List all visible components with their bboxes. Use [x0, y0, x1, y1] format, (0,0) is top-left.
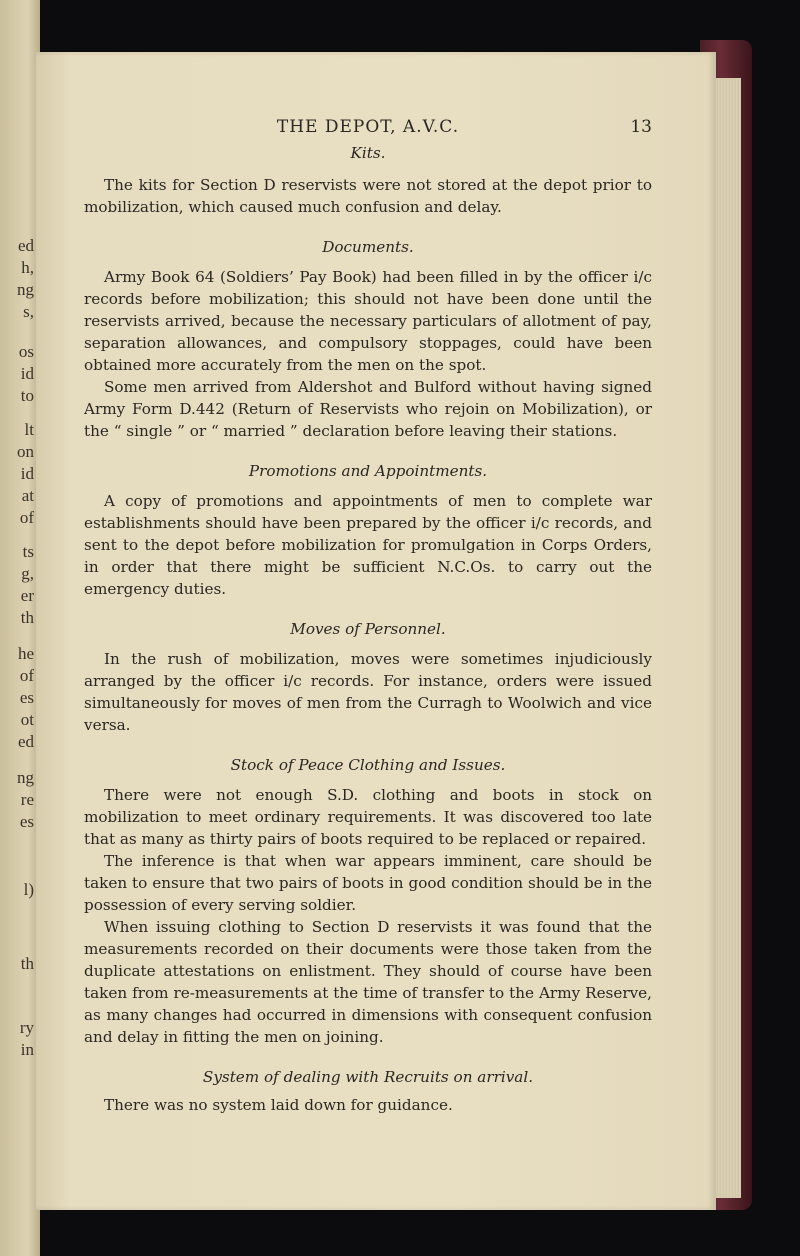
paragraph: Army Book 64 (Soldiers’ Pay Book) had been filled in by the officer i/c records before mobilization; this should not have been done until the reservists arrived, because the necessary particulars of allotment of pay, separation allowances, and compulsory stoppages, could have been obtained more accurately from the men on the spot. — [84, 268, 652, 374]
left-page-fragment: l) — [23, 880, 34, 899]
left-page-fragment: es — [19, 688, 34, 707]
left-page-fragment: h, — [21, 258, 34, 277]
paragraph: Some men arrived from Aldershot and Bulford without having signed Army Form D.442 (Return of Reservists who rejoin on Mobilization), or the “ single ” or “ married ” declaration before leaving their stations. — [84, 378, 652, 440]
running-head — [84, 116, 652, 140]
paragraph: In the rush of mobilization, moves were sometimes injudiciously arranged by the officer i/c records. For instance, orders were issued simultaneously for moves of men from the Curragh to Woolwich and vice versa. — [84, 650, 652, 734]
left-page-fragment: os — [18, 342, 34, 361]
left-page-fragment: ry — [19, 1018, 34, 1037]
left-page-fragment: ot — [20, 710, 34, 729]
left-page-fragment: lt — [24, 420, 34, 439]
left-page-fragment: to — [20, 386, 34, 405]
section-heading: Moves of Personnel. — [290, 620, 446, 638]
left-page-fragment: id — [20, 464, 34, 483]
left-page-fragment: re — [20, 790, 34, 809]
left-page-fragment: ng — [17, 280, 34, 299]
left-page-fragment: th — [20, 954, 34, 973]
left-page-fragment: ed — [17, 732, 34, 751]
left-page-fragment: id — [20, 364, 34, 383]
book-page — [36, 52, 716, 1210]
left-page-fragment: er — [20, 586, 34, 605]
previous-page-edge — [0, 0, 40, 1256]
left-page-fragment: in — [20, 1040, 34, 1059]
left-page-fragment: of — [19, 508, 34, 527]
left-page-fragment: g, — [21, 564, 34, 583]
left-page-fragment: ts — [22, 542, 34, 561]
left-page-fragment: at — [21, 486, 34, 505]
section-heading: Promotions and Appointments. — [248, 462, 488, 480]
paragraph: There was no system laid down for guidance. — [104, 1096, 453, 1114]
left-page-fragment: of — [19, 666, 34, 685]
section-heading: Stock of Peace Clothing and Issues. — [230, 756, 506, 774]
page-content — [84, 116, 652, 1116]
page-number: 13 — [630, 117, 652, 137]
paragraph: There were not enough S.D. clothing and boots in stock on mobilization to meet ordinary requirements. It was discovered too late that as many as thirty pairs of boots required to be replaced or repaired. — [84, 786, 652, 848]
page-edges — [712, 78, 741, 1198]
running-title: THE DEPOT, A.V.C. — [276, 117, 460, 137]
left-page-fragment: ng — [17, 768, 34, 787]
left-page-fragment: ed — [17, 236, 34, 255]
paragraph: A copy of promotions and appointments of men to complete war establishments should have been prepared by the officer i/c records, and sent to the depot before mobilization for promulgation in Corps Orders, in order that there might be sufficient N.C.Os. to carry out the emergency duties. — [84, 492, 652, 598]
left-page-fragment: on — [17, 442, 34, 461]
left-page-fragment: es — [19, 812, 34, 831]
paragraph: The inference is that when war appears imminent, care should be taken to ensure that two pairs of boots in good condition should be in the possession of every serving soldier. — [84, 852, 652, 914]
left-page-fragment: he — [17, 644, 34, 663]
section-heading: Documents. — [322, 238, 414, 256]
left-page-fragment: th — [20, 608, 34, 627]
paragraph: When issuing clothing to Section D reservists it was found that the measurements recorded on their documents were those taken from the duplicate attestations on enlistment. They should of course have been taken from re-measurements at the time of transfer to the Army Reserve, as many changes had occurred in dimensions with consequent confusion and delay in fitting the men on joining. — [84, 918, 652, 1046]
section-heading: Kits. — [350, 144, 386, 162]
left-page-fragment: s, — [23, 302, 34, 321]
section-heading: System of dealing with Recruits on arrival. — [202, 1068, 534, 1086]
paragraph: The kits for Section D reservists were not stored at the depot prior to mobilization, which caused much confusion and delay. — [84, 176, 652, 216]
